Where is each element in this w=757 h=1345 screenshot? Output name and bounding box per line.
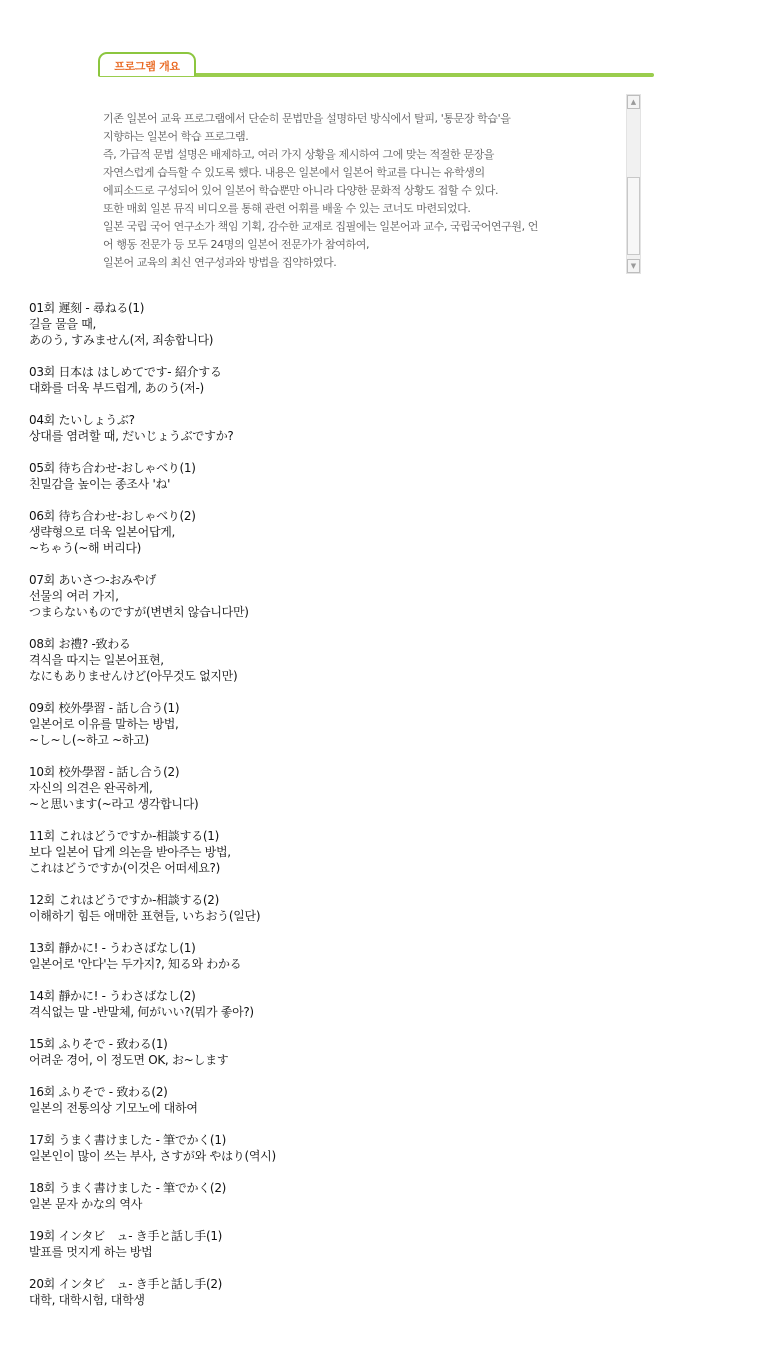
episode-item [29, 988, 729, 1020]
episode-item [29, 508, 729, 556]
episode-title: 09회 校外學習 - 話し合う(1) [29, 701, 180, 715]
overview-line: 자연스럽게 습득할 수 있도록 했다. 내용은 일본에서 일본어 학교를 다니는 유학생의 [103, 166, 485, 179]
episode-item [29, 364, 729, 396]
overview-line: 즉, 가급적 문법 설명은 배제하고, 여러 가지 상황을 제시하여 그에 맞는 적절한 문장을 [103, 148, 495, 161]
episode-item [29, 1228, 729, 1260]
episode-title: 18회 うまく書けました - 筆でかく(2) [29, 1181, 227, 1195]
episode-title: 14회 靜かに! - うわさばなし(2) [29, 989, 196, 1003]
episode-description: ~し~し(~하고 ~하고) [29, 733, 149, 747]
episode-title: 20회 インタビ ュ- き手と話し手(2) [29, 1277, 223, 1291]
episode-title: 03회 日本は はしめてです- 紹介する [29, 365, 222, 379]
episode-description: 격식없는 말 -반말체, 何がいい?(뭐가 좋아?) [29, 1005, 254, 1019]
episode-title: 08회 お禮? -致わる [29, 637, 131, 651]
episode-description: あのう, すみません(저, 죄송합니다) [29, 333, 214, 347]
episode-item [29, 636, 729, 684]
episode-description: 일본인이 많이 쓰는 부사, さすが와 やはり(역시) [29, 1149, 276, 1163]
episode-description: つまらないものですが(변변치 않습니다만) [29, 605, 249, 619]
overview-line: 또한 매회 일본 뮤직 비디오를 통해 관련 어휘를 배울 수 있는 코너도 마련되었다. [103, 202, 471, 215]
episode-title: 19회 インタビ ュ- き手と話し手(1) [29, 1229, 223, 1243]
episode-description: ~と思います(~라고 생각합니다) [29, 797, 199, 811]
episode-description: 생략형으로 더욱 일본어답게, [29, 525, 176, 539]
episode-description: 어려운 경어, 이 정도면 OK, お~します [29, 1053, 229, 1067]
episode-item [29, 1084, 729, 1116]
scroll-up-icon[interactable]: ▲ [627, 95, 640, 109]
episode-description: 선물의 여러 가지, [29, 589, 119, 603]
episode-item [29, 1276, 729, 1308]
episode-item [29, 764, 729, 812]
episode-title: 05회 待ち合わせ-おしゃべり(1) [29, 461, 196, 475]
episode-title: 17회 うまく書けました - 筆でかく(1) [29, 1133, 227, 1147]
episode-title: 12회 これはどうですか-相談する(2) [29, 893, 220, 907]
episode-description: 자신의 의견은 완곡하게, [29, 781, 153, 795]
episode-description: 일본어로 이유를 말하는 방법, [29, 717, 179, 731]
episode-title: 13회 靜かに! - うわさばなし(1) [29, 941, 196, 955]
episode-description: なにもありませんけど(아무것도 없지만) [29, 669, 238, 683]
episode-item [29, 892, 729, 924]
overview-text [103, 110, 623, 272]
episode-item [29, 828, 729, 876]
episode-description: 친밀감을 높이는 종조사 'ね' [29, 477, 171, 491]
episode-description: 보다 일본어 답게 의논을 받아주는 방법, [29, 845, 231, 859]
episode-description: 대학, 대학시험, 대학생 [29, 1293, 145, 1307]
episode-title: 11회 これはどうですか-相談する(1) [29, 829, 220, 843]
episode-description: 일본어로 '안다'는 두가지?, 知る와 わかる [29, 957, 242, 971]
program-overview-header [98, 52, 654, 82]
episode-description: 상대를 염려할 때, だいじょうぶですか? [29, 429, 234, 443]
episode-item [29, 460, 729, 492]
episode-item [29, 1180, 729, 1212]
episode-title: 04회 たいしょうぶ? [29, 413, 135, 427]
scroll-thumb[interactable] [627, 177, 640, 255]
episode-title: 15회 ふりそで - 致わる(1) [29, 1037, 168, 1051]
program-overview-tab [98, 52, 196, 76]
episode-item [29, 412, 729, 444]
scroll-down-icon[interactable]: ▼ [627, 259, 640, 273]
overview-line: 일본 국립 국어 연구소가 책임 기획, 감수한 교재로 집필에는 일본어과 교수, 국립국어연구원, 언 [103, 220, 539, 233]
episode-description: 대화를 더욱 부드럽게, あのう(저-) [29, 381, 204, 395]
episode-title: 16회 ふりそで - 致わる(2) [29, 1085, 168, 1099]
overview-line: 일본어 교육의 최신 연구성과와 방법을 집약하였다. [103, 256, 337, 269]
episode-description: 발표를 멋지게 하는 방법 [29, 1245, 153, 1259]
episode-title: 10회 校外學習 - 話し合う(2) [29, 765, 180, 779]
episode-title: 01회 遲刻 - 尋ねる(1) [29, 301, 145, 315]
overview-line: 기존 일본어 교육 프로그램에서 단순히 문법만을 설명하던 방식에서 탈피, '통문장 학습'을 [103, 112, 511, 125]
episode-description: 이해하기 힘든 애매한 표현들, いちおう(일단) [29, 909, 261, 923]
overview-line: 어 행동 전문가 등 모두 24명의 일본어 전문가가 참여하여, [103, 238, 370, 251]
episode-description: 일본 문자 かな의 역사 [29, 1197, 142, 1211]
episode-description: 길을 물을 때, [29, 317, 97, 331]
episode-item [29, 1132, 729, 1164]
episode-item [29, 940, 729, 972]
tab-label: 프로그램 개요 [114, 60, 180, 73]
episode-item [29, 1036, 729, 1068]
episode-title: 06회 待ち合わせ-おしゃべり(2) [29, 509, 196, 523]
episode-item [29, 700, 729, 748]
overview-scrollbar[interactable] [626, 94, 641, 274]
episode-item [29, 300, 729, 348]
episode-item [29, 572, 729, 620]
episode-description: これはどうですか(이것은 어떠세요?) [29, 861, 220, 875]
episode-list [29, 300, 729, 1324]
overview-line: 에피소드로 구성되어 있어 일본어 학습뿐만 아니라 다양한 문화적 상황도 접할 수 있다. [103, 184, 499, 197]
episode-description: 격식을 따지는 일본어표현, [29, 653, 164, 667]
episode-description: ~ちゃう(~해 버리다) [29, 541, 142, 555]
overview-line: 지향하는 일본어 학습 프로그램. [103, 130, 249, 143]
episode-description: 일본의 전통의상 기모노에 대하여 [29, 1101, 198, 1115]
episode-title: 07회 あいさつ-おみやげ [29, 573, 157, 587]
overview-box [98, 92, 643, 274]
